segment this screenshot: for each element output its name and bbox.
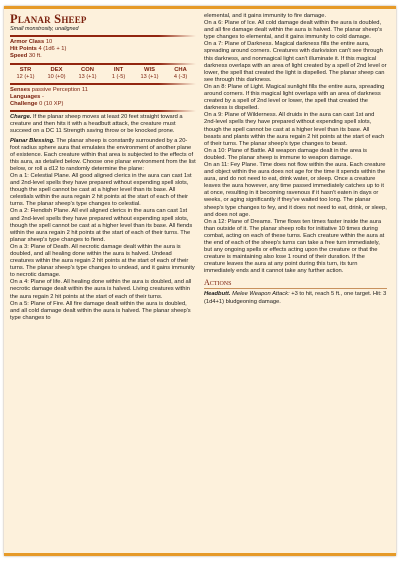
ability-value: 12 (+1) bbox=[16, 73, 35, 80]
challenge-value: 0 (10 XP) bbox=[39, 101, 64, 108]
left-column bbox=[10, 13, 196, 553]
trait-planar-blessing bbox=[10, 138, 196, 173]
action-name: Headbutt. bbox=[204, 291, 231, 298]
hit-points-value: 4 (1d6 + 1) bbox=[38, 46, 67, 53]
ability-name: CON bbox=[81, 66, 94, 73]
ability-value: 13 (+1) bbox=[78, 73, 97, 80]
divider bbox=[10, 110, 196, 112]
ability-name: INT bbox=[113, 66, 124, 73]
ability-name: STR bbox=[19, 66, 32, 73]
speed bbox=[10, 53, 196, 60]
ability-value: 4 (-3) bbox=[173, 73, 188, 80]
planar-roll-2: On a 2: Fiendish Plane. All evil aligned clerics in the aura can cast 1st and 2nd-level spells they have prepared without expending spell slots, though the spell cannot be cast at a higher level than its base. All fiends within the aura regain 2 hit points at the start of each of their turns. The planar sheep's type changes to fiend. bbox=[10, 208, 193, 243]
challenge-label: Challenge bbox=[10, 101, 38, 108]
trait-name: Planar Blessing. bbox=[10, 137, 55, 144]
stat-block-page bbox=[4, 6, 396, 556]
actions-heading: Actions bbox=[204, 278, 387, 289]
ability-int bbox=[103, 67, 134, 81]
senses-value: passive Perception 11 bbox=[31, 86, 88, 93]
hit-points bbox=[10, 46, 196, 53]
trait-charge bbox=[10, 114, 196, 135]
planar-roll-9: On a 9: Plane of Wilderness. All druids in the aura can cast 1st and 2nd-level spells they have prepared without expending spell slots, though the spell cannot be cast at a higher level than its base. All beasts and plants within the aura regain 2 hit points at the start of each of their turns. The planar sheep's type changes to beast. bbox=[204, 112, 385, 147]
stat-block-columns bbox=[10, 13, 391, 553]
challenge bbox=[10, 101, 196, 108]
ability-value: 10 (+0) bbox=[47, 73, 66, 80]
planar-roll-5-cont: elemental, and it gains immunity to fire damage. bbox=[204, 13, 327, 19]
ability-value: 13 (+1) bbox=[140, 73, 159, 80]
speed-value: 30 ft. bbox=[28, 53, 42, 60]
planar-roll-4: On a 4: Plane of life. All healing done within the aura is doubled, and all necrotic damage dealt within the aura is halved. Living creatures within the aura regain 2 hit points at the start of each of their turns. bbox=[10, 279, 192, 300]
ability-value: 1 (-5) bbox=[111, 73, 126, 80]
ability-name: DEX bbox=[50, 66, 63, 73]
trait-text: The planar sheep is constantly surrounded by a 20-foot radius sphere aura that emulates the environment of another plane of existence. Each creature within that area is subjected to the effects of this aura, as detailed below. Choose one planar environment from the list below, or roll a d12 to randomly determine the plane: bbox=[10, 137, 196, 172]
senses bbox=[10, 87, 196, 94]
planar-roll-5: On a 5: Plane of Fire. All fire damage dealt within the aura is doubled, and all cold damage dealt within the aura is halved. The planar sheep's type changes to bbox=[10, 300, 191, 321]
planar-roll-10: On a 10: Plane of Battle. All weapon damage dealt in the area is doubled. The planar sheep is immune to weapon damage. bbox=[204, 147, 368, 161]
right-column bbox=[204, 13, 387, 553]
speed-label: Speed bbox=[10, 53, 28, 60]
ability-wis bbox=[134, 67, 165, 81]
planar-roll-12: On a 12: Plane of Dreams. Time flows ten times faster inside the aura than outside of it. The planar sheep rolls for initiative 10 times during combat, acting on each of these turns. Each creature within the aura at the end of each of the sheep's turns can take a free turn immediately, but any ongoing spells or effects acting upon the creature or that the creature is maintaining also lose 1 round of their duration. If the creature leaves the aura at any point during this turn, its turn immediately ends and it cannot take any further action. bbox=[204, 218, 385, 275]
action-text: +3 to hit, reach 5 ft., one target. Hit: 3 (1d4+1) bludgeoning damage. bbox=[204, 291, 387, 305]
divider bbox=[10, 63, 196, 65]
ability-str bbox=[10, 67, 41, 81]
planar-roll-11: On an 11: Fey Plane. Time does not flow within the aura. Each creature and object within the aura does not age for the time it spends within the aura, and do not need to eat, drink water, or sleep. Once a creature leaves the aura however, any time passed immediately catches up to it at once, resulting in it becoming ravenous if it hasn't eaten in days or weeks, or aging significantly if they've waited too long. The planar sheep's type changes to fey, and it does not need to eat, drink, or sleep, and does not age. bbox=[204, 161, 387, 218]
planar-roll-7: On a 7: Plane of Darkness. Magical darkness fills the entire aura, spreading around corners. Creatures with darkvision can't see through this darkness, and nonmagical light can't illuminate it. If this magical darkness overlaps with an area of light created by a spell of 2nd level or lower, the spell that created the light is dispelled. The planar sheep can see through this darkness. bbox=[204, 41, 387, 83]
planar-roll-3: On a 3: Plane of Death. All necrotic damage dealt within the aura is doubled, and all healing done within the aura is halved. Undead creatures within the aura regain 2 hit points at the start of each of their turns. The planar sheep's type changes to undead, and it gains immunity to necrotic damage. bbox=[10, 243, 195, 279]
divider bbox=[10, 83, 196, 85]
monster-name: Planar Sheep bbox=[10, 13, 87, 26]
planar-roll-1: On a 1: Celestial Plane. All good aligned clerics in the aura can cast 1st and 2nd-level spells they have prepared without expending spell slots, though the spell cannot be cast at a higher level than its base. All celestials within the aura regain 2 hit points at the start of each of their turns. The planar sheep's type changes to celestial. bbox=[10, 172, 192, 208]
hit-points-label: Hit Points bbox=[10, 46, 37, 53]
languages-label: Languages bbox=[10, 93, 41, 100]
ability-name: WIS bbox=[144, 66, 155, 73]
action-headbutt bbox=[204, 291, 387, 305]
armor-class-value: 10 bbox=[45, 39, 53, 45]
planar-roll-6: On a 6: Plane of Ice. All cold damage dealt within the aura is doubled, and all fire damage dealt within the aura is halved. The planar sheep's type changes to elemental, and it gains immunity to cold damage. bbox=[204, 20, 383, 41]
divider bbox=[10, 35, 196, 37]
languages-value: - bbox=[41, 93, 44, 100]
armor-class bbox=[10, 39, 196, 46]
ability-con bbox=[72, 67, 103, 81]
monster-subtitle: Small monstrosity, unaligned bbox=[10, 26, 79, 32]
ability-cha bbox=[165, 67, 196, 81]
ability-dex bbox=[41, 67, 72, 81]
action-type: Melee Weapon Attack: bbox=[232, 291, 290, 298]
armor-class-label: Armor Class bbox=[10, 39, 45, 45]
ability-name: CHA bbox=[174, 66, 187, 73]
languages bbox=[10, 94, 196, 101]
ability-scores bbox=[10, 67, 196, 81]
planar-roll-8: On an 8: Plane of Light. Magical sunlight fills the entire aura, spreading around corners. If this magical light overlaps with an area of darkness created by a spell of 2nd level or lower, the spell that created the darkness is dispelled. bbox=[204, 83, 385, 112]
senses-label: Senses bbox=[10, 86, 31, 93]
trait-text: If the planar sheep moves at least 20 feet straight toward a creature and then hits it with a headbutt attack, the creature must succeed on a DC 11 Strength saving throw or be knocked prone. bbox=[10, 114, 183, 135]
trait-name: Charge. bbox=[10, 114, 32, 121]
